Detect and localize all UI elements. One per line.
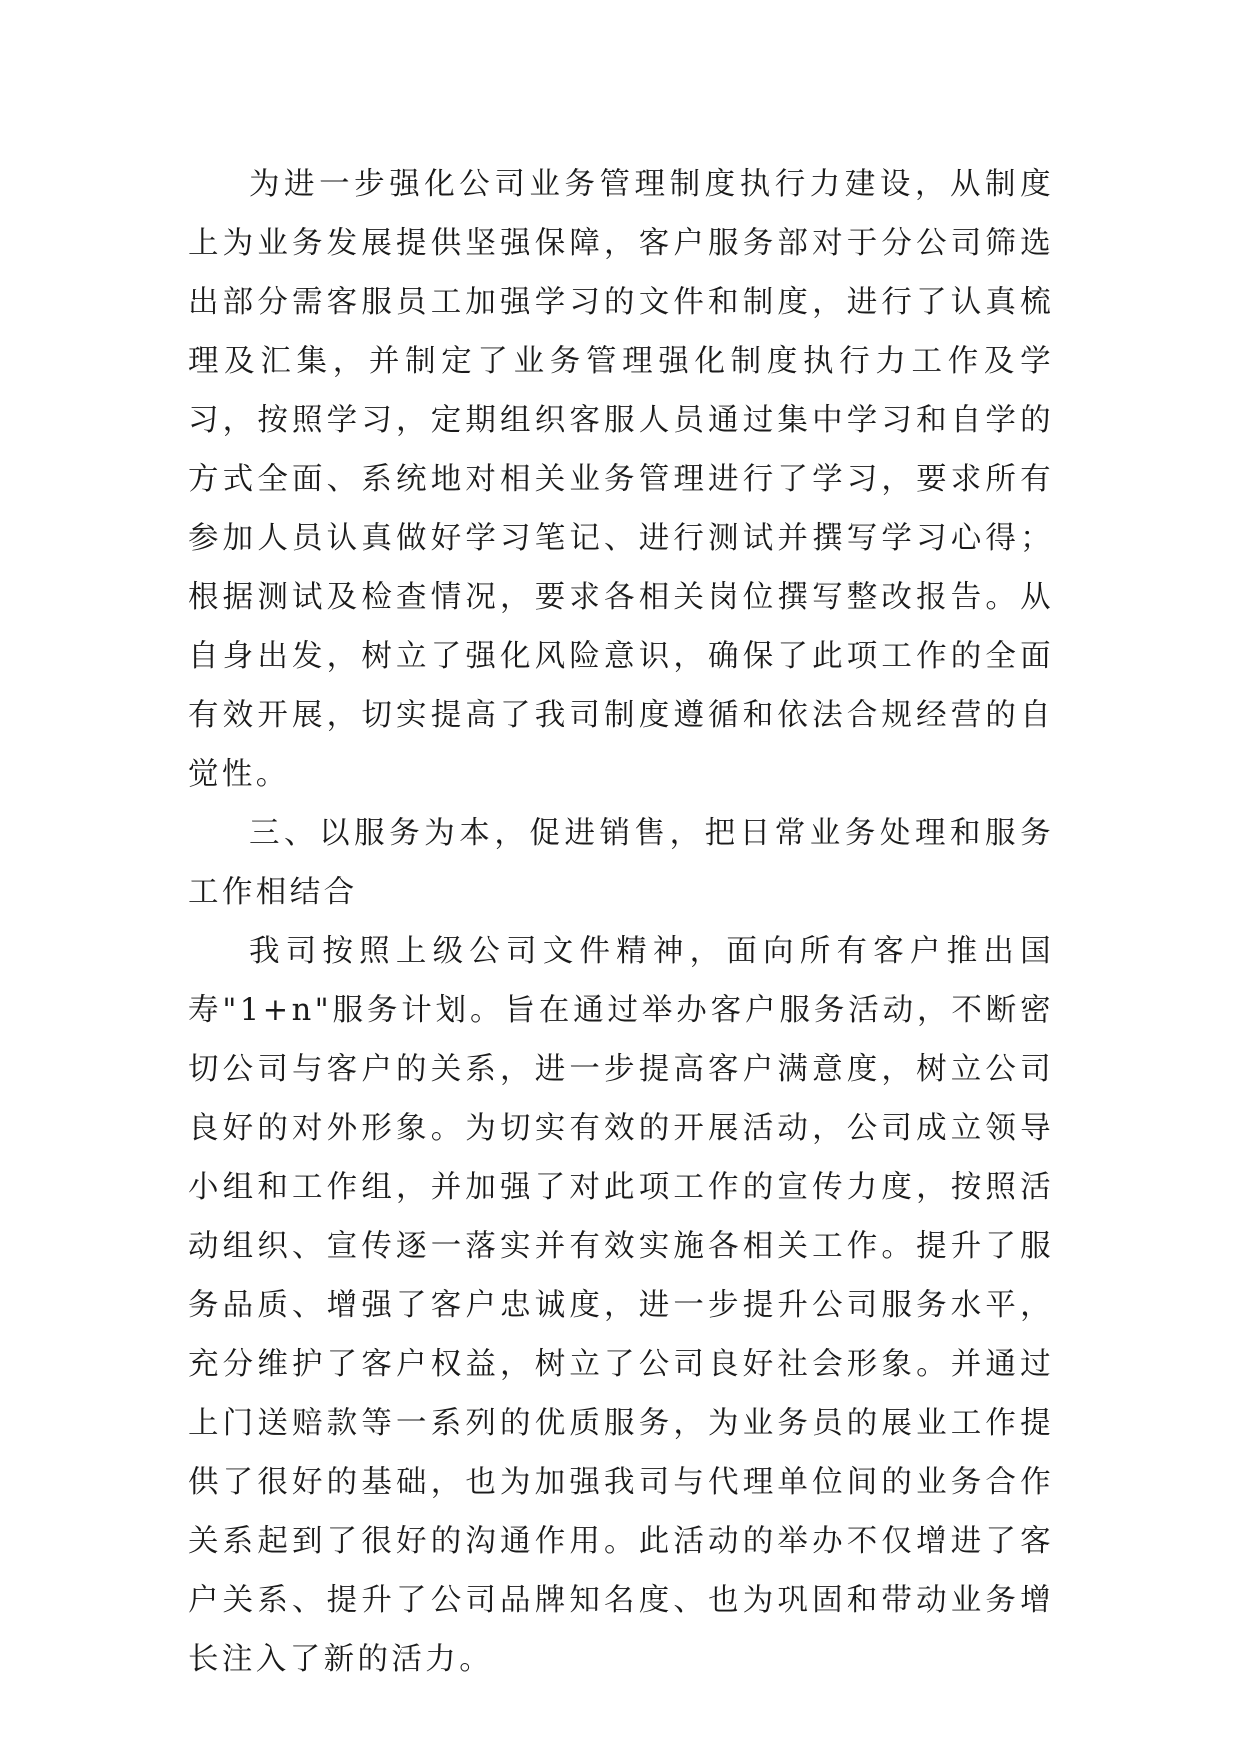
body-paragraph: 我司按照上级公司文件精神，面向所有客户推出国寿"1+n"服务计划。旨在通过举办客户服务活动，不断密切公司与客户的关系，进一步提高客户满意度，树立公司良好的对外形象。为切实有效的开展活动，公司成立领导小组和工作组，并加强了对此项工作的宣传力度，按照活动组织、宣传逐一落实并有效实施各相关工作。提升了服务品质、增强了客户忠诚度，进一步提升公司服务水平，充分维护了客户权益，树立了公司良好社会形象。并通过上门送赔款等一系列的优质服务，为业务员的展业工作提供了很好的基础，也为加强我司与代理单位间的业务合作关系起到了很好的沟通作用。此活动的举办不仅增进了客户关系、提升了公司品牌知名度、也为巩固和带动业务增长注入了新的活力。: [188, 934, 1054, 1677]
body-paragraph: 为进一步强化公司业务管理制度执行力建设，从制度上为业务发展提供坚强保障，客户服务部对于分公司筛选出部分需客服员工加强学习的文件和制度，进行了认真梳理及汇集，并制定了业务管理强化制度执行力工作及学习，按照学习，定期组织客服人员通过集中学习和自学的方式全面、系统地对相关业务管理进行了学习，要求所有参加人员认真做好学习笔记、进行测试并撰写学习心得；根据测试及检查情况，要求各相关岗位撰写整改报告。从自身出发，树立了强化风险意识，确保了此项工作的全面有效开展，切实提高了我司制度遵循和依法合规经营的自觉性。: [188, 167, 1054, 792]
document-body: [188, 155, 1054, 1689]
section-heading: 三、以服务为本，促进销售，把日常业务处理和服务工作相结合: [188, 816, 1054, 910]
